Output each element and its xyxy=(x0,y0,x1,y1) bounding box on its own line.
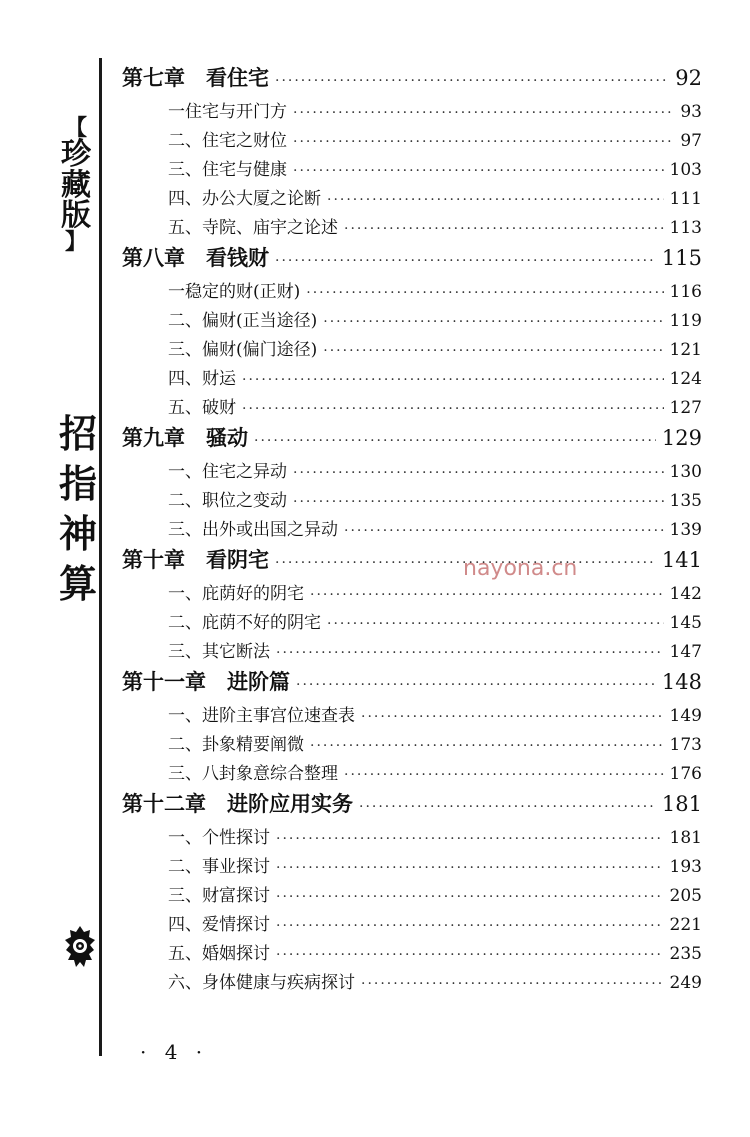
section-title: 三、出外或出国之异动 xyxy=(168,520,338,540)
section-title: 三、偏财(偏门途径) xyxy=(168,340,318,360)
edition-right-bracket: 】 xyxy=(64,230,87,256)
section-title: 四、爱情探讨 xyxy=(168,915,270,935)
section-title: 二、庇荫不好的阴宅 xyxy=(168,613,321,633)
title-char: 招 xyxy=(58,412,97,456)
section-title: 五、破财 xyxy=(168,398,236,418)
toc-section-row[interactable] xyxy=(122,608,702,637)
section-page: 139 xyxy=(669,520,702,540)
dot-leader xyxy=(344,767,664,783)
toc-section-row[interactable] xyxy=(122,759,702,788)
toc-section-row[interactable] xyxy=(122,701,702,730)
toc-section-row[interactable] xyxy=(122,335,702,364)
watermark: nayona.cn xyxy=(463,556,578,581)
section-page: 130 xyxy=(669,462,702,482)
dot-leader xyxy=(359,799,656,815)
dot-leader xyxy=(293,465,664,481)
section-page: 103 xyxy=(669,160,702,180)
dot-leader xyxy=(323,343,663,359)
section-page: 121 xyxy=(669,340,702,360)
edition-left-bracket: 【 xyxy=(64,116,87,141)
dot-leader xyxy=(327,616,664,632)
toc-section-row[interactable] xyxy=(122,579,702,608)
section-page: 193 xyxy=(669,857,702,877)
section-page: 249 xyxy=(669,973,702,993)
toc-section-row[interactable] xyxy=(122,126,702,155)
toc-section-row[interactable] xyxy=(122,968,702,997)
section-title: 二、职位之变动 xyxy=(168,491,287,511)
section-page: 145 xyxy=(669,613,702,633)
chapter-title: 第八章 看钱财 xyxy=(122,246,269,270)
toc-chapter-row[interactable] xyxy=(122,62,702,97)
chapter-page: 92 xyxy=(675,66,702,90)
chapter-page: 148 xyxy=(661,670,702,694)
dot-leader xyxy=(276,889,664,905)
section-page: 135 xyxy=(669,491,702,511)
dot-leader xyxy=(361,709,664,725)
section-title: 一稳定的财(正财) xyxy=(168,282,301,302)
dot-leader xyxy=(306,285,663,301)
edition-char: 珍 xyxy=(61,137,91,172)
title-char: 算 xyxy=(58,562,97,606)
section-page: 181 xyxy=(669,828,702,848)
chapter-page: 141 xyxy=(661,548,702,572)
edition-char: 藏 xyxy=(61,167,91,203)
edition-char: 版 xyxy=(61,198,91,234)
section-page: 173 xyxy=(669,735,702,755)
toc-chapter-row[interactable] xyxy=(122,422,702,457)
toc-section-row[interactable] xyxy=(122,730,702,759)
chapter-page: 115 xyxy=(661,246,702,270)
toc-section-row[interactable] xyxy=(122,486,702,515)
dot-leader xyxy=(361,976,664,992)
section-title: 一、住宅之异动 xyxy=(168,462,287,482)
dot-leader xyxy=(275,73,669,89)
section-page: 116 xyxy=(669,282,702,302)
dot-leader xyxy=(296,677,656,693)
dot-leader xyxy=(276,831,664,847)
toc-section-row[interactable] xyxy=(122,637,702,666)
toc-section-row[interactable] xyxy=(122,939,702,968)
toc-section-row[interactable] xyxy=(122,364,702,393)
section-page: 97 xyxy=(680,131,702,151)
toc-chapter-row[interactable] xyxy=(122,788,702,823)
section-title: 一住宅与开门方 xyxy=(168,102,287,122)
dot-leader xyxy=(293,105,674,121)
toc-section-row[interactable] xyxy=(122,155,702,184)
section-title: 三、八封象意综合整理 xyxy=(168,764,338,784)
section-title: 四、财运 xyxy=(168,369,236,389)
dot-leader xyxy=(323,314,663,330)
chapter-title: 第十一章 进阶篇 xyxy=(122,670,290,694)
toc-section-row[interactable] xyxy=(122,852,702,881)
book-title-vertical xyxy=(56,412,100,606)
toc-chapter-row[interactable] xyxy=(122,242,702,277)
chapter-title: 第十章 看阴宅 xyxy=(122,548,269,572)
section-page: 221 xyxy=(669,915,702,935)
section-page: 93 xyxy=(680,102,702,122)
section-page: 235 xyxy=(669,944,702,964)
chapter-title: 第七章 看住宅 xyxy=(122,66,269,90)
dot-leader xyxy=(344,523,664,539)
section-page: 176 xyxy=(669,764,702,784)
toc-section-row[interactable] xyxy=(122,393,702,422)
ornament-icon xyxy=(62,924,98,972)
section-page: 127 xyxy=(669,398,702,418)
toc-section-row[interactable] xyxy=(122,457,702,486)
dot-leader xyxy=(254,433,656,449)
section-title: 五、寺院、庙宇之论述 xyxy=(168,218,338,238)
section-page: 142 xyxy=(669,584,702,604)
toc-section-row[interactable] xyxy=(122,306,702,335)
title-char: 神 xyxy=(58,512,97,556)
section-page: 113 xyxy=(669,218,702,238)
dot-leader xyxy=(327,192,664,208)
dot-leader xyxy=(344,221,664,237)
dot-leader xyxy=(275,555,656,571)
section-title: 三、其它断法 xyxy=(168,642,270,662)
toc-section-row[interactable] xyxy=(122,277,702,306)
section-page: 119 xyxy=(669,311,702,331)
dot-leader xyxy=(310,587,664,603)
section-title: 一、个性探讨 xyxy=(168,828,270,848)
toc-section-row[interactable] xyxy=(122,515,702,544)
dot-leader xyxy=(276,860,664,876)
toc-chapter-row[interactable] xyxy=(122,666,702,701)
chapter-page: 129 xyxy=(661,426,702,450)
section-page: 149 xyxy=(669,706,702,726)
toc-section-row[interactable] xyxy=(122,910,702,939)
section-title: 二、偏财(正当途径) xyxy=(168,311,318,331)
dot-leader xyxy=(293,163,664,179)
section-title: 一、庇荫好的阴宅 xyxy=(168,584,304,604)
toc-section-row[interactable] xyxy=(122,881,702,910)
toc-section-row[interactable] xyxy=(122,213,702,242)
chapter-title: 第九章 骚动 xyxy=(122,426,248,450)
dot-leader xyxy=(293,494,664,510)
section-title: 二、卦象精要阐微 xyxy=(168,735,304,755)
dot-leader xyxy=(293,134,674,150)
toc-section-row[interactable] xyxy=(122,97,702,126)
edition-label xyxy=(58,118,94,254)
section-title: 六、身体健康与疾病探讨 xyxy=(168,973,355,993)
section-title: 一、进阶主事宫位速查表 xyxy=(168,706,355,726)
dot-leader xyxy=(276,918,664,934)
section-title: 四、办公大厦之论断 xyxy=(168,189,321,209)
section-title: 五、婚姻探讨 xyxy=(168,944,270,964)
page-number: · 4 · xyxy=(140,1040,209,1064)
section-page: 205 xyxy=(669,886,702,906)
dot-leader xyxy=(275,253,656,269)
chapter-title: 第十二章 进阶应用实务 xyxy=(122,792,353,816)
section-page: 124 xyxy=(669,369,702,389)
toc-section-row[interactable] xyxy=(122,184,702,213)
section-title: 三、住宅与健康 xyxy=(168,160,287,180)
dot-leader xyxy=(242,401,664,417)
dot-leader xyxy=(276,645,664,661)
section-title: 二、事业探讨 xyxy=(168,857,270,877)
table-of-contents xyxy=(122,62,702,997)
dot-leader xyxy=(276,947,664,963)
dot-leader xyxy=(242,372,664,388)
section-page: 111 xyxy=(669,189,702,209)
chapter-page: 181 xyxy=(661,792,702,816)
section-title: 二、住宅之财位 xyxy=(168,131,287,151)
section-page: 147 xyxy=(669,642,702,662)
toc-section-row[interactable] xyxy=(122,823,702,852)
dot-leader xyxy=(310,738,664,754)
toc-chapter-row[interactable] xyxy=(122,544,702,579)
section-title: 三、财富探讨 xyxy=(168,886,270,906)
title-char: 指 xyxy=(58,462,97,506)
